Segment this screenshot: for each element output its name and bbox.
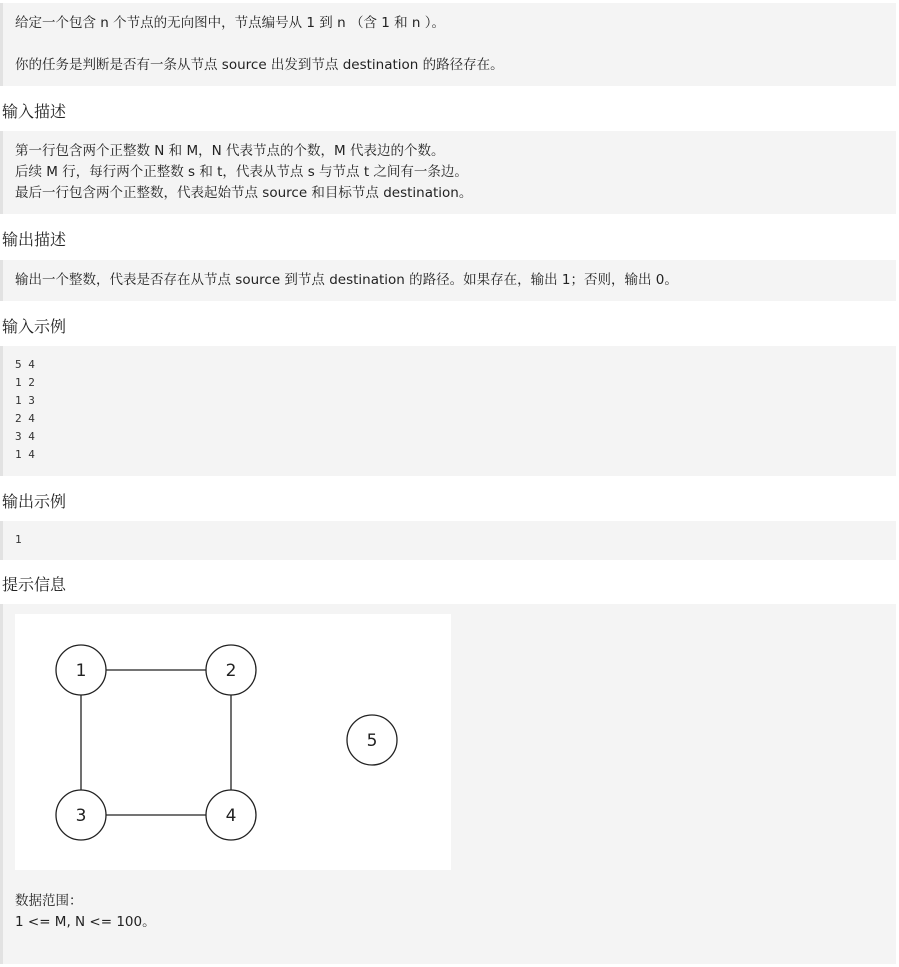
input-description-line: 后续 M 行，每行两个正整数 s 和 t，代表从节点 s 与节点 t 之间有一条边。	[15, 164, 468, 180]
range-text: 1 <= M, N <= 100。	[15, 914, 156, 930]
input-description-line: 最后一行包含两个正整数，代表起始节点 source 和目标节点 destination。	[15, 185, 473, 201]
graph-node-label: 2	[225, 661, 237, 681]
graph-node-label: 3	[75, 806, 87, 826]
description-block	[0, 3, 896, 86]
output-example-heading: 输出示例	[2, 492, 67, 511]
graph-figure	[15, 614, 451, 870]
input-description-line: 第一行包含两个正整数 N 和 M，N 代表节点的个数，M 代表边的个数。	[15, 143, 445, 159]
input-example-line: 1 4	[15, 448, 35, 461]
graph-node-3	[56, 790, 106, 840]
range-label: 数据范围：	[15, 893, 83, 909]
input-example-line: 5 4	[15, 358, 35, 371]
output-example-code-block	[0, 521, 896, 560]
graph-node-label: 5	[366, 731, 378, 751]
hint-block	[0, 604, 896, 964]
input-example-line: 3 4	[15, 430, 35, 443]
graph-node-label: 4	[225, 806, 237, 826]
input-description-heading: 输入描述	[2, 102, 67, 121]
description-line-2: 你的任务是判断是否有一条从节点 source 出发到节点 destination 的路径存在。	[15, 57, 504, 73]
output-description-text: 输出一个整数，代表是否存在从节点 source 到节点 destination 的路径。如果存在，输出 1；否则，输出 0。	[15, 272, 678, 288]
graph-node-2	[206, 645, 256, 695]
output-description-heading: 输出描述	[2, 230, 67, 249]
graph-node-label: 1	[75, 661, 87, 681]
input-example-line: 1 2	[15, 376, 35, 389]
graph-node-1	[56, 645, 106, 695]
input-example-code-block	[0, 346, 896, 476]
graph-diagram	[15, 614, 451, 870]
input-description-block	[0, 131, 896, 214]
description-line-1: 给定一个包含 n 个节点的无向图中，节点编号从 1 到 n （含 1 和 n ）。	[15, 15, 446, 31]
input-example-line: 1 3	[15, 394, 35, 407]
output-description-block	[0, 260, 896, 301]
input-example-line: 2 4	[15, 412, 35, 425]
output-example-line: 1	[15, 533, 22, 546]
hint-heading: 提示信息	[2, 575, 67, 594]
graph-node-4	[206, 790, 256, 840]
input-example-heading: 输入示例	[2, 317, 67, 336]
graph-node-5	[347, 715, 397, 765]
